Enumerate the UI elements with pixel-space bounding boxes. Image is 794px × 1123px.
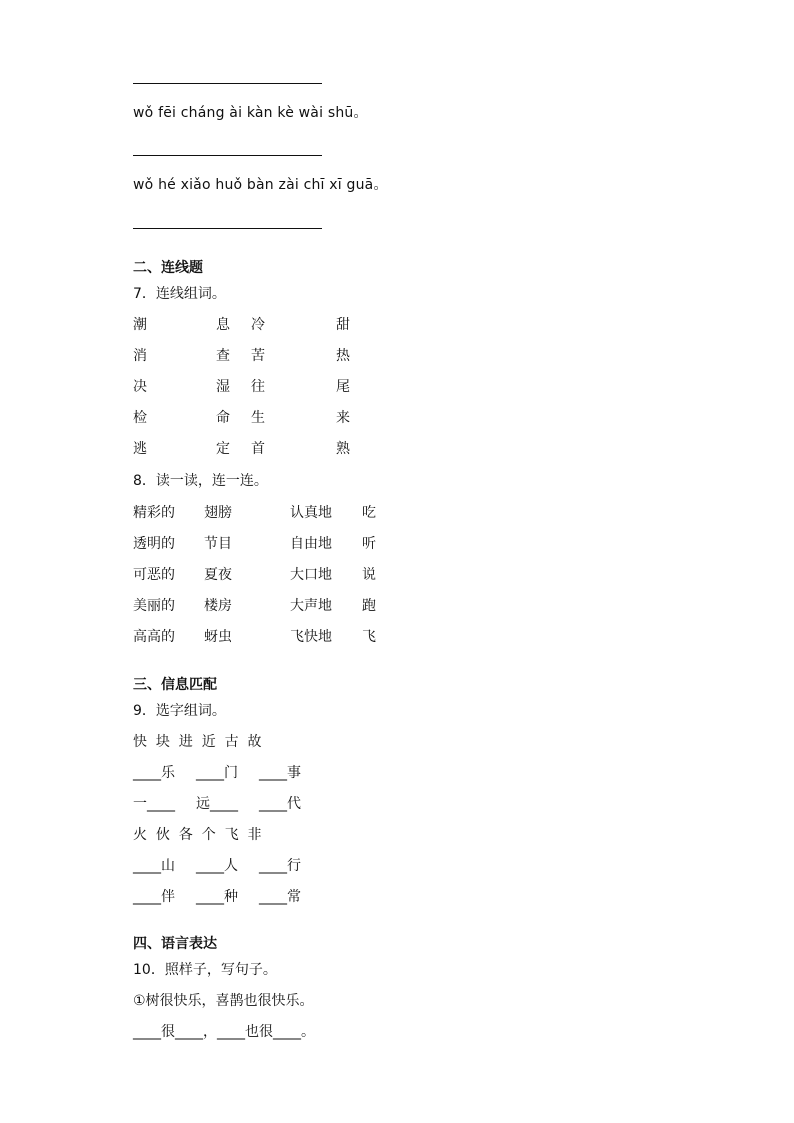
- q8-cell[interactable]: 听: [362, 536, 376, 552]
- question-8-prompt: 8．读一读，连一连。: [133, 473, 268, 489]
- q7-cell[interactable]: 甜: [336, 317, 350, 333]
- q7-cell[interactable]: 决: [133, 379, 147, 395]
- q7-cell[interactable]: 生: [251, 410, 265, 426]
- section-title-2: 二、连线题: [133, 260, 203, 276]
- q7-cell[interactable]: 消: [133, 348, 147, 364]
- section-title-4: 四、语言表达: [133, 936, 217, 952]
- q7-cell[interactable]: 苦: [251, 348, 265, 364]
- answer-line-1[interactable]: [133, 83, 322, 84]
- q9-blank[interactable]: ____种: [196, 889, 238, 905]
- q8-cell[interactable]: 自由地: [290, 536, 332, 552]
- q9-blank[interactable]: ____乐: [133, 765, 175, 781]
- q9-blank[interactable]: ____人: [196, 858, 238, 874]
- q8-cell[interactable]: 楼房: [204, 598, 232, 614]
- q8-cell[interactable]: 蚜虫: [204, 629, 232, 645]
- q7-cell[interactable]: 息: [216, 317, 230, 333]
- q9-blank[interactable]: ____伴: [133, 889, 175, 905]
- q8-cell[interactable]: 说: [362, 567, 376, 583]
- q8-cell[interactable]: 夏夜: [204, 567, 232, 583]
- q8-cell[interactable]: 美丽的: [133, 598, 175, 614]
- pinyin-sentence-1: wǒ fēi cháng ài kàn kè wài shū。: [133, 105, 368, 121]
- q7-cell[interactable]: 定: [216, 441, 230, 457]
- q9-blank[interactable]: ____事: [259, 765, 301, 781]
- q8-cell[interactable]: 可恶的: [133, 567, 175, 583]
- q10-example: ①树很快乐，喜鹊也很快乐。: [133, 993, 314, 1009]
- q8-cell[interactable]: 高高的: [133, 629, 175, 645]
- q8-cell[interactable]: 节目: [204, 536, 232, 552]
- q7-cell[interactable]: 冷: [251, 317, 265, 333]
- q9-blank[interactable]: ____门: [196, 765, 238, 781]
- q7-cell[interactable]: 逃: [133, 441, 147, 457]
- pinyin-sentence-2: wǒ hé xiǎo huǒ bàn zài chī xī guā。: [133, 177, 388, 193]
- q8-cell[interactable]: 吃: [362, 505, 376, 521]
- q7-cell[interactable]: 命: [216, 410, 230, 426]
- q8-cell[interactable]: 大口地: [290, 567, 332, 583]
- q7-cell[interactable]: 熟: [336, 441, 350, 457]
- q8-cell[interactable]: 飞快地: [290, 629, 332, 645]
- q8-cell[interactable]: 飞: [362, 629, 376, 645]
- q8-cell[interactable]: 翅膀: [204, 505, 232, 521]
- q7-cell[interactable]: 往: [251, 379, 265, 395]
- q8-cell[interactable]: 跑: [362, 598, 376, 614]
- q9-blank[interactable]: ____山: [133, 858, 175, 874]
- q7-cell[interactable]: 湿: [216, 379, 230, 395]
- q8-cell[interactable]: 精彩的: [133, 505, 175, 521]
- answer-line-2[interactable]: [133, 155, 322, 156]
- section-title-3: 三、信息匹配: [133, 677, 217, 693]
- q9-blank[interactable]: ____常: [259, 889, 301, 905]
- q7-cell[interactable]: 尾: [336, 379, 350, 395]
- q10-template[interactable]: ____很____，____也很____。: [133, 1024, 315, 1040]
- q7-cell[interactable]: 热: [336, 348, 350, 364]
- q9-char-options-2: 火 伙 各 个 飞 非: [133, 827, 262, 843]
- q7-cell[interactable]: 来: [336, 410, 350, 426]
- q7-cell[interactable]: 潮: [133, 317, 147, 333]
- q7-cell[interactable]: 检: [133, 410, 147, 426]
- q8-cell[interactable]: 透明的: [133, 536, 175, 552]
- question-9-prompt: 9．选字组词。: [133, 703, 226, 719]
- q7-cell[interactable]: 首: [251, 441, 265, 457]
- q7-cell[interactable]: 查: [216, 348, 230, 364]
- q9-blank[interactable]: ____行: [259, 858, 301, 874]
- q9-blank[interactable]: ____代: [259, 796, 301, 812]
- q9-blank[interactable]: 一____: [133, 796, 175, 812]
- answer-line-3[interactable]: [133, 228, 322, 229]
- q8-cell[interactable]: 认真地: [290, 505, 332, 521]
- q9-blank[interactable]: 远____: [196, 796, 238, 812]
- question-10-prompt: 10．照样子，写句子。: [133, 962, 277, 978]
- q9-char-options-1: 快 块 进 近 古 故: [133, 734, 262, 750]
- q8-cell[interactable]: 大声地: [290, 598, 332, 614]
- question-7-prompt: 7．连线组词。: [133, 286, 226, 302]
